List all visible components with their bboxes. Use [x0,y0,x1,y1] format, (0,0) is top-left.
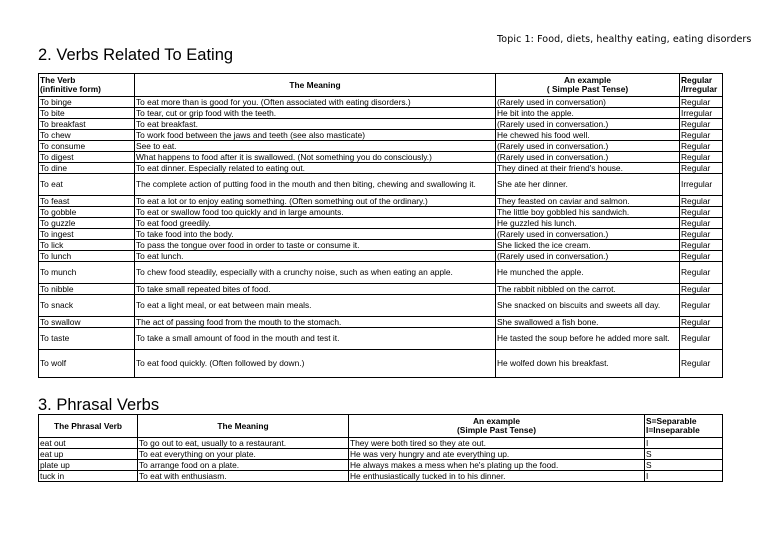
verb-cell-example: She swallowed a fish bone. [496,317,680,328]
verb-row [39,317,723,328]
phrasal-cell-meaning: To go out to eat, usually to a restaurant. [138,438,349,449]
phrasal-cell-meaning: To arrange food on a plate. [138,460,349,471]
verb-cell-example: They feasted on caviar and salmon. [496,196,680,207]
verb-cell-verb: To breakfast [39,119,135,130]
verb-cell-verb: To lick [39,240,135,251]
verb-cell-meaning: To take small repeated bites of food. [135,284,496,295]
phrasal-cell-example: He always makes a mess when he's plating up the food. [349,460,645,471]
phrasal-row [39,471,723,482]
phrasal-cell-example: He enthusiastically tucked in to his dinner. [349,471,645,482]
verb-cell-verb: To munch [39,262,135,284]
verb-row [39,350,723,378]
verb-row [39,295,723,317]
verb-cell-verb: To guzzle [39,218,135,229]
verb-cell-example: He chewed his food well. [496,130,680,141]
verbs-section-title: 2. Verbs Related To Eating [38,46,234,64]
phrasal-cell-sep: I [645,438,723,449]
verb-cell-meaning: To take food into the body. [135,229,496,240]
col-header-separable-line2: I=Inseparable [646,425,700,435]
verb-cell-regular: Regular [680,119,723,130]
verb-cell-meaning: To eat a light meal, or eat between main meals. [135,295,496,317]
verb-cell-example: He wolfed down his breakfast. [496,350,680,378]
verb-cell-example: (Rarely used in conversation.) [496,251,680,262]
verb-cell-verb: To eat [39,174,135,196]
verb-cell-regular: Regular [680,251,723,262]
verb-cell-example: He tasted the soup before he added more salt. [496,328,680,350]
verb-row [39,97,723,108]
verb-cell-regular: Regular [680,350,723,378]
phrasal-cell-example: He was very hungry and ate everything up. [349,449,645,460]
verb-cell-example: The little boy gobbled his sandwich. [496,207,680,218]
verb-cell-regular: Regular [680,130,723,141]
verb-cell-example: (Rarely used in conversation.) [496,141,680,152]
verb-cell-meaning: To pass the tongue over food in order to taste or consume it. [135,240,496,251]
verb-cell-meaning: To eat dinner. Especially related to eating out. [135,163,496,174]
verb-cell-example: She snacked on biscuits and sweets all day. [496,295,680,317]
verb-row [39,108,723,119]
verb-cell-meaning: To tear, cut or grip food with the teeth. [135,108,496,119]
verb-cell-example: (Rarely used in conversation.) [496,119,680,130]
verb-cell-regular: Regular [680,240,723,251]
verb-cell-meaning: To eat lunch. [135,251,496,262]
phrasal-cell-verb: plate up [39,460,138,471]
verb-cell-example: (Rarely used in conversation.) [496,229,680,240]
verb-cell-regular: Regular [680,229,723,240]
verb-row [39,218,723,229]
verb-cell-regular: Regular [680,97,723,108]
verb-row [39,130,723,141]
verb-cell-verb: To nibble [39,284,135,295]
verb-cell-example: She ate her dinner. [496,174,680,196]
verb-cell-example: They dined at their friend's house. [496,163,680,174]
phrasal-section-title: 3. Phrasal Verbs [38,396,160,414]
verb-cell-regular: Regular [680,163,723,174]
verb-cell-regular: Regular [680,284,723,295]
col-header-example-line2: ( Simple Past Tense) [546,84,629,94]
col-header-phrasal-example-line1: An example [472,416,520,426]
verb-cell-regular: Regular [680,196,723,207]
phrasal-header-row [39,415,723,438]
verbs-table [38,73,723,378]
phrasal-verbs-table [38,414,723,482]
verb-cell-regular: Regular [680,207,723,218]
col-header-verb-line2: (infinitive form) [40,84,101,94]
verb-cell-example: The rabbit nibbled on the carrot. [496,284,680,295]
verb-cell-meaning: To eat food quickly. (Often followed by down.) [135,350,496,378]
verb-cell-regular: Regular [680,218,723,229]
phrasal-cell-meaning: To eat with enthusiasm. [138,471,349,482]
verb-cell-meaning: See to eat. [135,141,496,152]
verb-row [39,328,723,350]
col-header-example [496,74,680,97]
col-header-verb-line1: The Verb [40,75,76,85]
phrasal-row [39,460,723,471]
verb-cell-meaning: To work food between the jaws and teeth (see also masticate) [135,130,496,141]
col-header-separable [645,415,723,438]
verb-cell-verb: To ingest [39,229,135,240]
verb-cell-regular: Regular [680,328,723,350]
phrasal-cell-verb: tuck in [39,471,138,482]
verb-cell-example: (Rarely used in conversation.) [496,152,680,163]
verb-cell-verb: To feast [39,196,135,207]
verb-cell-verb: To digest [39,152,135,163]
topic-header: Topic 1: Food, diets, healthy eating, eating disorders [497,34,752,45]
phrasal-cell-sep: S [645,449,723,460]
verb-cell-meaning: To eat breakfast. [135,119,496,130]
phrasal-cell-meaning: To eat everything on your plate. [138,449,349,460]
verb-cell-example: He guzzled his lunch. [496,218,680,229]
col-header-phrasal-example-line2: (Simple Past Tense) [457,425,536,435]
verb-cell-regular: Irregular [680,174,723,196]
phrasal-row [39,438,723,449]
col-header-regular-line2: /Irregular [681,84,718,94]
verb-cell-verb: To wolf [39,350,135,378]
verb-cell-meaning: To eat food greedily. [135,218,496,229]
verb-cell-verb: To taste [39,328,135,350]
col-header-verb [39,74,135,97]
verb-cell-regular: Regular [680,141,723,152]
verb-cell-example: She licked the ice cream. [496,240,680,251]
verbs-header-row [39,74,723,97]
verb-cell-example: He bit into the apple. [496,108,680,119]
col-header-phrasal-example [349,415,645,438]
col-header-meaning: The Meaning [135,74,496,97]
verb-cell-regular: Regular [680,262,723,284]
verb-cell-verb: To snack [39,295,135,317]
verb-cell-verb: To consume [39,141,135,152]
verb-row [39,262,723,284]
col-header-phrasal-verb: The Phrasal Verb [39,415,138,438]
verb-cell-meaning: To eat more than is good for you. (Often associated with eating disorders.) [135,97,496,108]
verb-cell-example: (Rarely used in conversation) [496,97,680,108]
col-header-regular-line1: Regular [681,75,713,85]
verb-row [39,152,723,163]
verb-cell-verb: To swallow [39,317,135,328]
verb-row [39,240,723,251]
phrasal-row [39,449,723,460]
verb-row [39,229,723,240]
phrasal-cell-sep: S [645,460,723,471]
phrasal-cell-example: They were both tired so they ate out. [349,438,645,449]
verb-row [39,207,723,218]
verb-cell-verb: To dine [39,163,135,174]
verb-cell-verb: To lunch [39,251,135,262]
col-header-phrasal-meaning: The Meaning [138,415,349,438]
verb-cell-meaning: To eat or swallow food too quickly and in large amounts. [135,207,496,218]
verb-row [39,174,723,196]
verb-cell-meaning: To chew food steadily, especially with a crunchy noise, such as when eating an apple. [135,262,496,284]
verb-cell-meaning: The act of passing food from the mouth to the stomach. [135,317,496,328]
phrasal-cell-verb: eat out [39,438,138,449]
col-header-example-line1: An example [563,75,611,85]
verb-cell-example: He munched the apple. [496,262,680,284]
phrasal-cell-verb: eat up [39,449,138,460]
verb-cell-meaning: The complete action of putting food in the mouth and then biting, chewing and swallowing it. [135,174,496,196]
verb-cell-verb: To gobble [39,207,135,218]
col-header-separable-line1: S=Separable [646,416,697,426]
verb-cell-regular: Regular [680,152,723,163]
verb-cell-verb: To bite [39,108,135,119]
col-header-regular [680,74,723,97]
verb-row [39,119,723,130]
verb-cell-verb: To binge [39,97,135,108]
verb-row [39,284,723,295]
verb-row [39,163,723,174]
verb-row [39,141,723,152]
phrasal-cell-sep: I [645,471,723,482]
verb-cell-meaning: To take a small amount of food in the mouth and test it. [135,328,496,350]
verb-cell-verb: To chew [39,130,135,141]
verb-cell-regular: Irregular [680,108,723,119]
verb-cell-regular: Regular [680,317,723,328]
verb-row [39,251,723,262]
verb-cell-meaning: To eat a lot or to enjoy eating something. (Often something out of the ordinary.) [135,196,496,207]
verb-cell-regular: Regular [680,295,723,317]
verb-cell-meaning: What happens to food after it is swallowed. (Not something you do consciously.) [135,152,496,163]
verb-row [39,196,723,207]
